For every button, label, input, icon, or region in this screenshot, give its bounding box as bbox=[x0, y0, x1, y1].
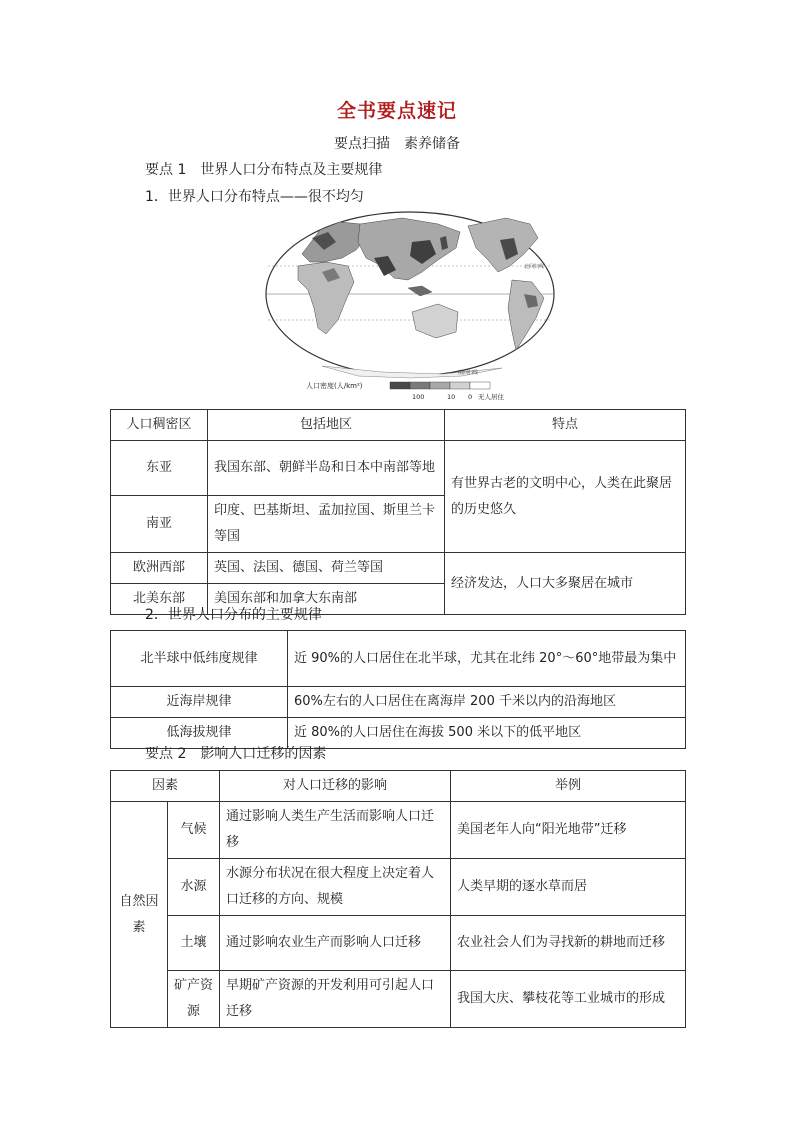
tropic-cancer-label: 北回归线 bbox=[524, 264, 545, 270]
table2-desc-coast: 60%左右的人口居住在离海岸 200 千米以内的沿海地区 bbox=[288, 687, 686, 718]
table-row bbox=[111, 553, 686, 584]
legend-value-100: 100 bbox=[412, 393, 425, 401]
table1-header-feature: 特点 bbox=[445, 410, 686, 441]
table1-feature-1: 有世界古老的文明中心，人类在此聚居的历史悠久 bbox=[445, 441, 686, 553]
table1-areas-east-north-america: 美国东部和加拿大东南部 bbox=[208, 584, 445, 615]
distribution-rules-table bbox=[110, 630, 686, 749]
table3-header-example: 举例 bbox=[451, 771, 686, 802]
table3-impact-water: 水源分布状况在很大程度上决定着人口迁移的方向、规模 bbox=[220, 859, 451, 916]
legend-value-10: 10 bbox=[447, 393, 456, 401]
table3-factor-soil: 土壤 bbox=[168, 916, 220, 971]
map-svg bbox=[262, 208, 558, 404]
table3-factor-minerals: 矿产资源 bbox=[168, 971, 220, 1028]
table2-desc-latitude: 近 90%的人口居住在北半球，尤其在北纬 20°～60°地带最为集中 bbox=[288, 631, 686, 687]
table1-region-west-europe: 欧洲西部 bbox=[111, 553, 208, 584]
legend-value-uninhabited: 无人居住 bbox=[478, 393, 504, 401]
table-row bbox=[111, 718, 686, 749]
table3-group-natural: 自然因素 bbox=[111, 802, 168, 1028]
table3-example-soil: 农业社会人们为寻找新的耕地而迁移 bbox=[451, 916, 686, 971]
page-title: 全书要点速记 bbox=[336, 100, 457, 122]
dense-regions-table bbox=[110, 409, 686, 615]
table1-feature-2: 经济发达，人口大多聚居在城市 bbox=[445, 553, 686, 615]
table3-impact-climate: 通过影响人类生产生活而影响人口迁移 bbox=[220, 802, 451, 859]
table3-factor-water: 水源 bbox=[168, 859, 220, 916]
table1-region-east-north-america: 北美东部 bbox=[111, 584, 208, 615]
table1-areas-east-asia: 我国东部、朝鲜半岛和日本中南部等地 bbox=[208, 441, 445, 496]
legend-swatch-2 bbox=[410, 382, 430, 389]
table3-impact-minerals: 早期矿产资源的开发利用可引起人口迁移 bbox=[220, 971, 451, 1028]
table2-rule-latitude: 北半球中低纬度规律 bbox=[111, 631, 288, 687]
legend-swatch-5 bbox=[470, 382, 490, 389]
table-row bbox=[111, 631, 686, 687]
table-row bbox=[111, 971, 686, 1028]
legend-swatches bbox=[390, 382, 490, 389]
table3-example-water: 人类早期的逐水草而居 bbox=[451, 859, 686, 916]
table3-header-factor: 因素 bbox=[111, 771, 220, 802]
table3-impact-soil: 通过影响农业生产而影响人口迁移 bbox=[220, 916, 451, 971]
page-subtitle: 要点扫描 素养储备 bbox=[334, 136, 460, 152]
world-population-map bbox=[262, 208, 558, 404]
legend-swatch-3 bbox=[430, 382, 450, 389]
table-row bbox=[111, 802, 686, 859]
table1-region-south-asia: 南亚 bbox=[111, 496, 208, 553]
table3-example-climate: 美国老年人向“阳光地带”迁移 bbox=[451, 802, 686, 859]
table3-example-minerals: 我国大庆、攀枝花等工业城市的形成 bbox=[451, 971, 686, 1028]
legend-swatch-4 bbox=[450, 382, 470, 389]
table1-header-areas: 包括地区 bbox=[208, 410, 445, 441]
legend-swatch-1 bbox=[390, 382, 410, 389]
migration-factors-table bbox=[110, 770, 686, 1028]
table2-desc-altitude: 近 80%的人口居住在海拔 500 米以下的低平地区 bbox=[288, 718, 686, 749]
table3-factor-climate: 气候 bbox=[168, 802, 220, 859]
table3-header-impact: 对人口迁移的影响 bbox=[220, 771, 451, 802]
section1-sub2: 2．世界人口分布的主要规律 bbox=[145, 607, 322, 623]
legend-value-0: 0 bbox=[468, 393, 473, 401]
table-row bbox=[111, 441, 686, 496]
tropic-capricorn-label: 南回归线 bbox=[458, 370, 479, 376]
table-row bbox=[111, 859, 686, 916]
section2-heading: 要点 2 影响人口迁移的因素 bbox=[145, 746, 327, 762]
table1-region-east-asia: 东亚 bbox=[111, 441, 208, 496]
table-row bbox=[111, 687, 686, 718]
table1-areas-south-asia: 印度、巴基斯坦、孟加拉国、斯里兰卡等国 bbox=[208, 496, 445, 553]
table1-areas-west-europe: 英国、法国、德国、荷兰等国 bbox=[208, 553, 445, 584]
table2-rule-altitude: 低海拔规律 bbox=[111, 718, 288, 749]
table-row bbox=[111, 916, 686, 971]
section1-heading: 要点 1 世界人口分布特点及主要规律 bbox=[145, 162, 383, 178]
table2-rule-coast: 近海岸规律 bbox=[111, 687, 288, 718]
table1-header-region: 人口稠密区 bbox=[111, 410, 208, 441]
section1-sub1: 1．世界人口分布特点——很不均匀 bbox=[145, 189, 364, 205]
legend-title: 人口密度(人/km²) bbox=[306, 382, 363, 390]
